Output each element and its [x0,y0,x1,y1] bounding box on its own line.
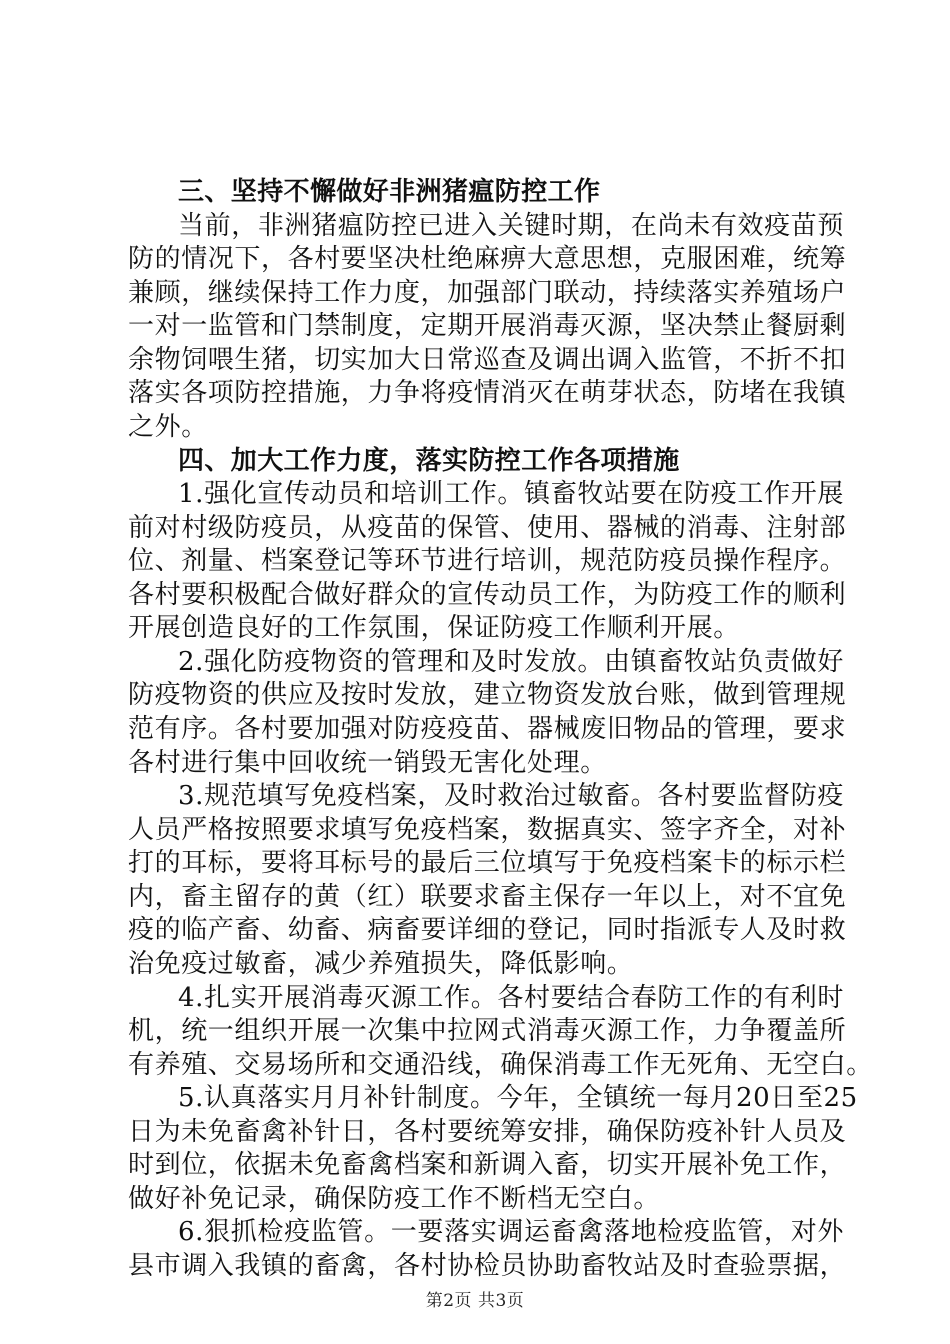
paragraph-line: 时到位，依据未免畜禽档案和新调入畜，切实开展补免工作， [128,1150,847,1180]
paragraph-line: 位、剂量、档案登记等环节进行培训，规范防疫员操作程序。 [128,546,847,576]
paragraph-line: 余物饲喂生猪，切实加大日常巡查及调出调入监管，不折不扣 [128,345,847,375]
paragraph-line: 落实各项防控措施，力争将疫情消灭在萌芽状态，防堵在我镇 [128,378,847,408]
paragraph-line: 各村进行集中回收统一销毁无害化处理。 [128,748,607,778]
paragraph-line: 打的耳标，要将耳标号的最后三位填写于免疫档案卡的标示栏 [128,848,847,878]
paragraph-line: 3.规范填写免疫档案，及时救治过敏畜。各村要监督防疫 [178,781,844,811]
paragraph-line: 人员严格按照要求填写免疫档案，数据真实、签字齐全，对补 [128,815,847,845]
paragraph-line: 防疫物资的供应及按时发放，建立物资发放台账，做到管理规 [128,680,847,710]
paragraph-line: 当前，非洲猪瘟防控已进入关键时期，在尚未有效疫苗预 [178,211,844,241]
paragraph-line: 开展创造良好的工作氛围，保证防疫工作顺利开展。 [128,613,740,643]
paragraph-line: 2.强化防疫物资的管理和及时发放。由镇畜牧站负责做好 [178,647,844,677]
paragraph-line: 内，畜主留存的黄（红）联要求畜主保存一年以上，对不宜免 [128,882,847,912]
paragraph-line: 有养殖、交易场所和交通沿线，确保消毒工作无死角、无空白。 [128,1050,873,1080]
paragraph-line: 做好补免记录，确保防疫工作不断档无空白。 [128,1184,661,1214]
paragraph-line: 5.认真落实月月补针制度。今年，全镇统一每月20日至25 [178,1083,858,1113]
paragraph-line: 兼顾，继续保持工作力度，加强部门联动，持续落实养殖场户 [128,278,847,308]
paragraph-line: 1.强化宣传动员和培训工作。镇畜牧站要在防疫工作开展 [178,479,844,509]
paragraph-line: 4.扎实开展消毒灭源工作。各村要结合春防工作的有利时 [178,983,844,1013]
paragraph-line: 6.狠抓检疫监管。一要落实调运畜禽落地检疫监管，对外 [178,1217,844,1247]
page-footer: 第2页 共3页 [425,1291,525,1311]
paragraph-line: 机，统一组织开展一次集中拉网式消毒灭源工作，力争覆盖所 [128,1016,847,1046]
paragraph-line: 各村要积极配合做好群众的宣传动员工作，为防疫工作的顺利 [128,580,847,610]
paragraph-line: 疫的临产畜、幼畜、病畜要详细的登记，同时指派专人及时救 [128,915,847,945]
section-heading: 三、坚持不懈做好非洲猪瘟防控工作 [178,177,601,207]
paragraph-line: 之外。 [128,412,208,442]
paragraph-line: 防的情况下，各村要坚决杜绝麻痹大意思想，克服困难，统筹 [128,244,847,274]
section-heading: 四、加大工作力度，落实防控工作各项措施 [178,446,680,476]
paragraph-line: 治免疫过敏畜，减少养殖损失，降低影响。 [128,949,634,979]
paragraph-line: 前对村级防疫员，从疫苗的保管、使用、器械的消毒、注射部 [128,513,847,543]
paragraph-line: 日为未免畜禽补针日，各村要统筹安排，确保防疫补针人员及 [128,1117,847,1147]
paragraph-line: 一对一监管和门禁制度，定期开展消毒灭源，坚决禁止餐厨剩 [128,311,847,341]
paragraph-line: 范有序。各村要加强对防疫疫苗、器械废旧物品的管理，要求 [128,714,847,744]
paragraph-line: 县市调入我镇的畜禽，各村协检员协助畜牧站及时查验票据， [128,1251,847,1281]
